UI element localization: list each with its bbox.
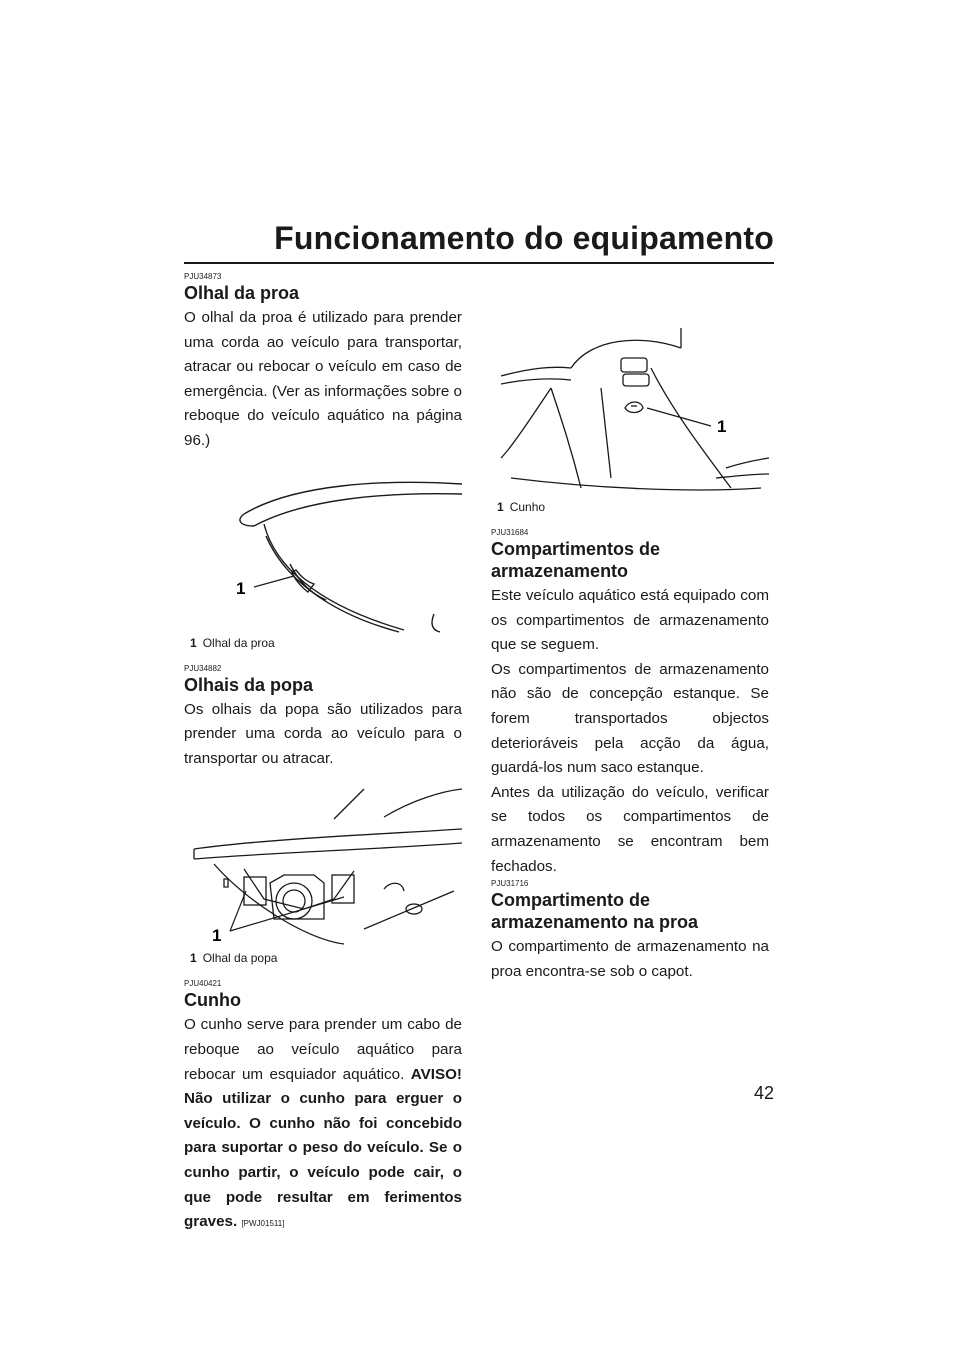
paragraph-cunho bbox=[184, 1013, 462, 1236]
figure-callout-number: 1 bbox=[236, 578, 246, 598]
paragraph-olhal-da-proa: O olhal da proa é utilizado para prender uma corda ao veículo para transportar, atracar ou rebocar o veículo em caso de emergência. (Ver as informações sobre o reboque do veículo aquático na página 96.) bbox=[184, 309, 462, 449]
figure-bow-eye bbox=[184, 454, 462, 634]
caption-number: 1 bbox=[497, 500, 504, 514]
section-code: PJU40421 bbox=[184, 979, 222, 989]
paragraph-compartimentos-2: Os compartimentos de armazenamento não são de concepção estanque. Se forem transportados objectos deterioráveis pela acção da água, guardá-los num saco estanque. bbox=[491, 660, 769, 777]
figure-caption bbox=[491, 500, 769, 518]
section-code: PJU31684 bbox=[491, 528, 529, 537]
left-column bbox=[184, 272, 462, 1237]
page-number: 42 bbox=[753, 1083, 774, 1103]
bow-eye-illustration bbox=[184, 454, 462, 634]
paragraph-compartimentos-3: Antes da utilização do veículo, verificar se todos os compartimentos de armazenamento se encontram bem fechados. bbox=[491, 783, 769, 875]
cunho-text: O cunho serve para prender um cabo de reboque ao veículo aquático para rebocar um esquiador aquático. bbox=[184, 1016, 462, 1083]
heading-compartimento-proa: Compartimento de armazenamento na proa bbox=[491, 890, 699, 933]
cunho-warning: AVISO! Não utilizar o cunho para erguer o veículo. O cunho não foi concebido para suportar o peso do veículo. Se o cunho partir, o veículo pode cair, o que pode resultar em ferimentos graves. bbox=[184, 1065, 462, 1231]
right-column bbox=[491, 328, 769, 984]
heading-cunho: Cunho bbox=[184, 990, 241, 1011]
caption-number: 1 bbox=[190, 635, 197, 650]
figure-callout-number: 1 bbox=[717, 417, 727, 436]
heading-olhal-da-proa: Olhal da proa bbox=[184, 283, 300, 303]
caption-text: Olhal da popa bbox=[202, 951, 278, 966]
figure-caption bbox=[184, 636, 462, 654]
caption-text: Cunho bbox=[509, 500, 546, 514]
section-code: PJU34873 bbox=[184, 272, 222, 281]
page-header-title: Funcionamento do equipamento bbox=[274, 220, 774, 256]
header-rule bbox=[184, 262, 774, 264]
heading-olhais-da-popa: Olhais da popa bbox=[184, 674, 314, 695]
figure-stern-eyes bbox=[184, 779, 462, 949]
section-code: PJU31716 bbox=[491, 879, 529, 889]
section-code: PJU34882 bbox=[184, 663, 222, 673]
caption-text: Olhal da proa bbox=[202, 635, 275, 650]
warning-code: [PWJ01511] bbox=[241, 1219, 285, 1229]
cleat-illustration bbox=[491, 328, 769, 498]
paragraph-compartimento-proa: O compartimento de armazenamento na proa encontra-se sob o capot. bbox=[491, 938, 769, 980]
caption-number: 1 bbox=[190, 951, 197, 966]
paragraph-olhais-da-popa: Os olhais da popa são utilizados para prender uma corda ao veículo para o transportar ou atracar. bbox=[184, 700, 462, 767]
figure-caption bbox=[184, 951, 462, 969]
paragraph-compartimentos-1: Este veículo aquático está equipado com os compartimentos de armazenamento que se seguem. bbox=[491, 587, 769, 654]
figure-cleat bbox=[491, 328, 769, 498]
stern-eyes-illustration bbox=[184, 779, 462, 949]
figure-callout-number: 1 bbox=[212, 926, 222, 946]
heading-compartimentos: Compartimentos de armazenamento bbox=[491, 539, 661, 581]
